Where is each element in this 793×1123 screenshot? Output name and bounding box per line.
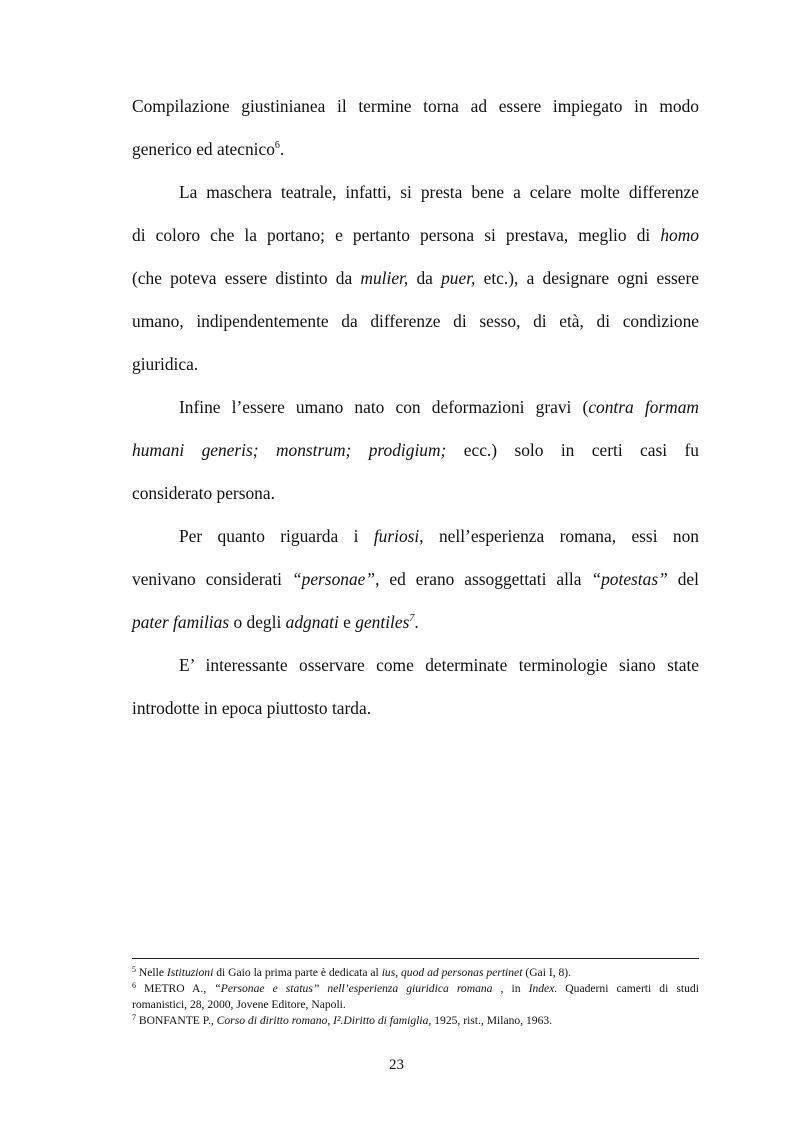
- italic-term: I².Diritto di famiglia: [333, 1014, 429, 1027]
- footnote-6-line-2: [132, 998, 699, 1012]
- text-span: Quaderni camerti di studi: [565, 982, 699, 995]
- footnote-number: 6: [132, 981, 136, 990]
- text-span: Per quanto riguarda i: [179, 526, 359, 546]
- paragraph-3-line-3: [132, 483, 699, 503]
- text-span: di coloro che la portano; e pertanto persona si prestava, meglio di: [132, 225, 651, 245]
- italic-term: gentiles: [355, 612, 410, 632]
- text-span: da: [416, 268, 433, 288]
- italic-term: contra formam: [588, 397, 699, 417]
- footnote-5: [132, 966, 699, 980]
- text-span: generico ed atecnico: [132, 139, 275, 159]
- paragraph-4-line-1: [132, 526, 699, 546]
- paragraph-3-line-1: [132, 397, 699, 417]
- text-span: o degli: [233, 612, 282, 632]
- text-span: , in: [500, 982, 521, 995]
- page-number: 23: [389, 1057, 404, 1073]
- footnote-number: 7: [132, 1013, 136, 1022]
- text-span: considerato persona.: [132, 483, 275, 503]
- paragraph-2-line-1: [132, 182, 699, 202]
- italic-term: adgnati: [285, 612, 339, 632]
- text-span: La maschera teatrale, infatti, si presta bene a celare molte differenze: [179, 182, 699, 202]
- text-span: , 1925, rist., Milano, 1963.: [428, 1014, 553, 1027]
- text-span: umano, indipendentemente da differenze di sesso, di età, di condizione: [132, 311, 699, 331]
- text-span: METRO A.,: [144, 982, 207, 995]
- paragraph-1-line-1: [132, 96, 699, 116]
- text-span: Infine l’essere umano nato con deformazioni gravi (: [179, 397, 589, 417]
- text-span: romanistici, 28, 2000, Jovene Editore, Napoli.: [132, 998, 346, 1011]
- text-span: , ed erano assoggettati alla: [375, 569, 582, 589]
- footnote-separator: [132, 958, 699, 959]
- paragraph-5-line-2: [132, 698, 699, 718]
- italic-term: “potestas”: [591, 569, 668, 589]
- text-span: e: [343, 612, 351, 632]
- paragraph-2-line-5: [132, 354, 699, 374]
- paragraph-2-line-2: [132, 225, 699, 245]
- text-span: .: [414, 612, 419, 632]
- paragraph-2-line-4: [132, 311, 699, 331]
- italic-term: “personae”: [291, 569, 376, 589]
- footnote-ref-7: 7: [409, 613, 415, 624]
- paragraph-4-line-2: [132, 569, 699, 589]
- text-span: , nell’esperienza romana, essi non: [419, 526, 699, 546]
- italic-term: pater familias: [132, 612, 230, 632]
- footnote-7: [132, 1014, 699, 1028]
- text-span: giuridica.: [132, 354, 199, 374]
- text-span: (che poteva essere distinto da: [132, 268, 353, 288]
- paragraph-4-line-3: [132, 612, 699, 632]
- italic-term: humani generis; monstrum; prodigium;: [132, 440, 447, 460]
- footnote-6-line-1: [132, 982, 699, 996]
- text-span: BONFANTE P.,: [138, 1014, 214, 1027]
- text-span: .: [279, 139, 285, 159]
- italic-term: furiosi: [373, 526, 420, 546]
- text-span: ecc.) solo in certi casi fu: [463, 440, 699, 460]
- text-span: etc.), a designare ogni essere: [483, 268, 699, 288]
- italic-term: Index.: [528, 982, 558, 995]
- footnote-ref-6: 6: [274, 140, 280, 151]
- text-span: (Gai I, 8).: [525, 966, 572, 979]
- text-span: introdotte in epoca piuttosto tarda.: [132, 698, 372, 718]
- italic-term: mulier,: [360, 268, 409, 288]
- paragraph-3-line-2: [132, 440, 699, 460]
- italic-term: puer,: [441, 268, 476, 288]
- paragraph-5-line-1: [132, 655, 699, 675]
- text-span: E’ interessante osservare come determinate terminologie siano state: [179, 655, 699, 675]
- footnote-number: 5: [132, 965, 136, 974]
- paragraph-1-line-2: [132, 139, 699, 159]
- italic-term: homo: [660, 225, 699, 245]
- italic-term: Istituzioni: [166, 966, 214, 979]
- text-span: di Gaio la prima parte è dedicata al: [216, 966, 379, 979]
- text-span: Compilazione giustinianea il termine torna ad essere impiegato in modo: [132, 96, 699, 116]
- text-span: Nelle: [138, 966, 165, 979]
- paragraph-2-line-3: [132, 268, 699, 288]
- text-span: venivano considerati: [132, 569, 282, 589]
- text-span: del: [677, 569, 699, 589]
- italic-term: Corso di diritto romano,: [216, 1014, 331, 1027]
- italic-term: “Personae e status” nell’esperienza giuridica romana: [214, 982, 493, 995]
- italic-term: ius, quod ad personas pertinet: [381, 966, 523, 979]
